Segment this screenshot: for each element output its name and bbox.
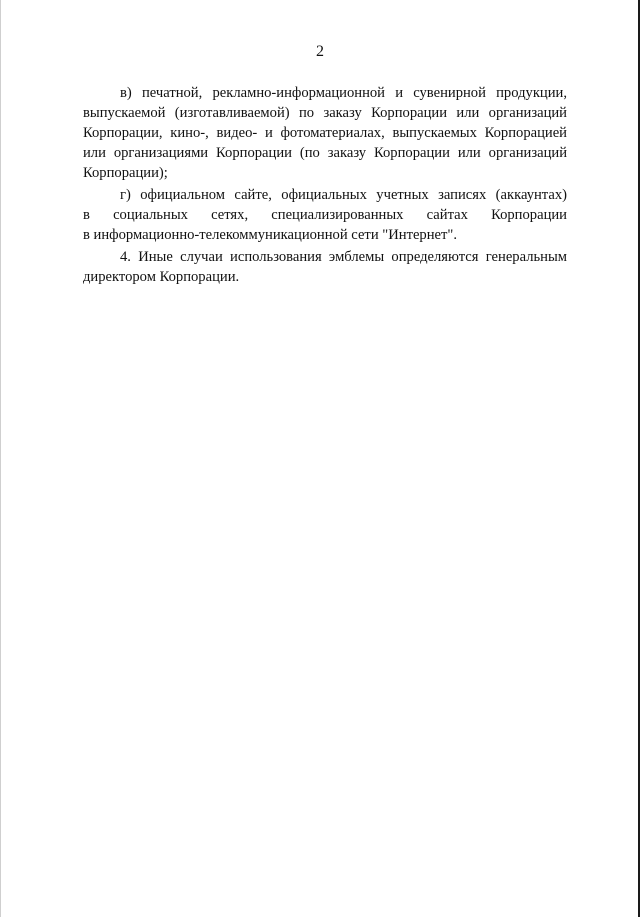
scan-left-edge xyxy=(0,0,1,917)
paragraph-v-line-1: в) печатной, рекламно-информационной и сувенирной продукции, xyxy=(120,85,567,101)
paragraph-g-line-3: в информационно-телекоммуникационной сети "Интернет". xyxy=(83,227,457,243)
paragraph-g-line-1: г) официальном сайте, официальных учетных записях (аккаунтах) xyxy=(120,187,567,203)
paragraph-g xyxy=(83,185,567,245)
document-body xyxy=(83,83,567,289)
paragraph-v-line-3: Корпорации, кино-, видео- и фотоматериалах, выпускаемых Корпорацией xyxy=(83,125,567,141)
paragraph-v-line-5: Корпорации); xyxy=(83,165,168,181)
paragraph-v-line-2: выпускаемой (изготавливаемой) по заказу Корпорации или организаций xyxy=(83,105,567,121)
paragraph-4-line-1: 4. Иные случаи использования эмблемы определяются генеральным xyxy=(120,249,567,265)
paragraph-g-line-2: в социальных сетях, специализированных сайтах Корпорации xyxy=(83,207,567,223)
page-number: 2 xyxy=(316,43,324,60)
paragraph-4-line-2: директором Корпорации. xyxy=(83,269,240,285)
paragraph-v xyxy=(83,83,567,183)
paragraph-v-line-4: или организациями Корпорации (по заказу Корпорации или организаций xyxy=(83,145,567,161)
paragraph-4 xyxy=(83,247,567,287)
